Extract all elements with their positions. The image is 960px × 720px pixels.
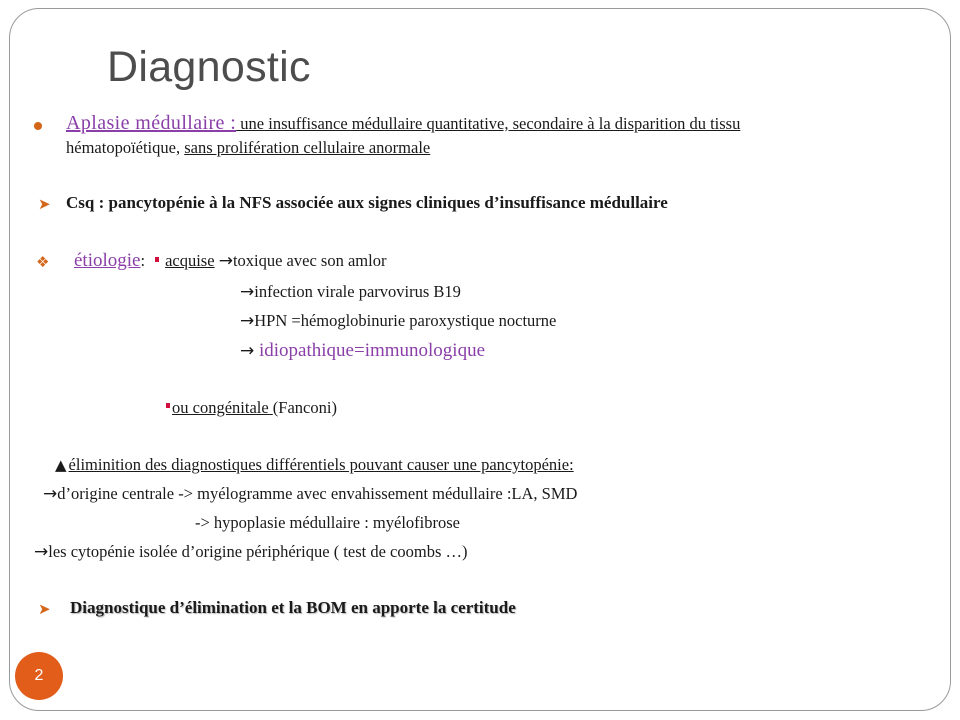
congenital-rest: (Fanconi)	[272, 398, 337, 417]
etiology-colon: :	[140, 251, 146, 270]
arrow-icon: →	[218, 251, 233, 271]
etiology-item-1: toxique avec son amlor	[232, 251, 387, 270]
definition-line-1	[66, 113, 740, 134]
idiopathic-line	[240, 340, 485, 362]
hypoplasia-line: -> hypoplasie médullaire : myélofibrose	[195, 513, 460, 532]
central-origin-line	[43, 484, 577, 504]
congenital-underlined: ou congénitale	[172, 398, 273, 417]
arrowhead-bullet-icon: ➤	[38, 600, 51, 618]
etiology-item-2-line	[240, 282, 461, 302]
arrow-icon: →	[43, 484, 58, 504]
triangle-warning-icon: ▲	[55, 456, 67, 474]
definition-text-2: hématopoïétique,	[66, 138, 185, 157]
central-origin-text: d’origine centrale -> myélogramme avec envahissement médullaire :LA, SMD	[57, 484, 578, 503]
congenital-line	[166, 398, 337, 418]
etiology-line	[74, 250, 386, 272]
idiopathic-text: idiopathique=immunologique	[259, 340, 486, 361]
page-number-badge: 2	[15, 652, 63, 700]
etiology-item-3: HPN =hémoglobinurie paroxystique nocturne	[254, 311, 557, 330]
etiology-label: étiologie	[74, 250, 141, 271]
consequence-line: Csq : pancytopénie à la NFS associée aux signes cliniques d’insuffisance médullaire	[66, 193, 668, 212]
arrow-icon: →	[34, 542, 49, 562]
slide-title: Diagnostic	[107, 43, 311, 91]
acquired-label: acquise	[165, 251, 215, 270]
arrowhead-bullet-icon: ➤	[38, 195, 51, 213]
definition-line-2	[66, 138, 430, 158]
differential-heading: éliminition des diagnostiques différentiels pouvant causer une pancytopénie:	[68, 455, 574, 474]
peripheral-text: les cytopénie isolée d’origine périphérique ( test de coombs …)	[48, 542, 468, 561]
diamond-bullet-icon: ❖	[36, 253, 50, 271]
aplasia-term: Aplasie médullaire :	[66, 112, 237, 134]
arrow-icon: →	[240, 311, 255, 331]
square-bullet-icon	[166, 403, 170, 408]
peripheral-line	[34, 542, 468, 562]
etiology-item-3-line	[240, 311, 556, 331]
definition-text-1: une insuffisance médullaire quantitative, secondaire à la disparition du tissu	[236, 114, 741, 133]
round-bullet-icon	[34, 122, 42, 130]
conclusion-line: Diagnostique d’élimination et la BOM en apporte la certitude	[70, 598, 516, 617]
square-bullet-icon	[155, 257, 159, 262]
arrow-icon: →	[240, 282, 255, 302]
etiology-item-2: infection virale parvovirus B19	[254, 282, 461, 301]
definition-underlined: sans prolifération cellulaire anormale	[184, 138, 431, 157]
arrow-icon: →	[240, 341, 255, 361]
differential-heading-line	[55, 455, 574, 475]
